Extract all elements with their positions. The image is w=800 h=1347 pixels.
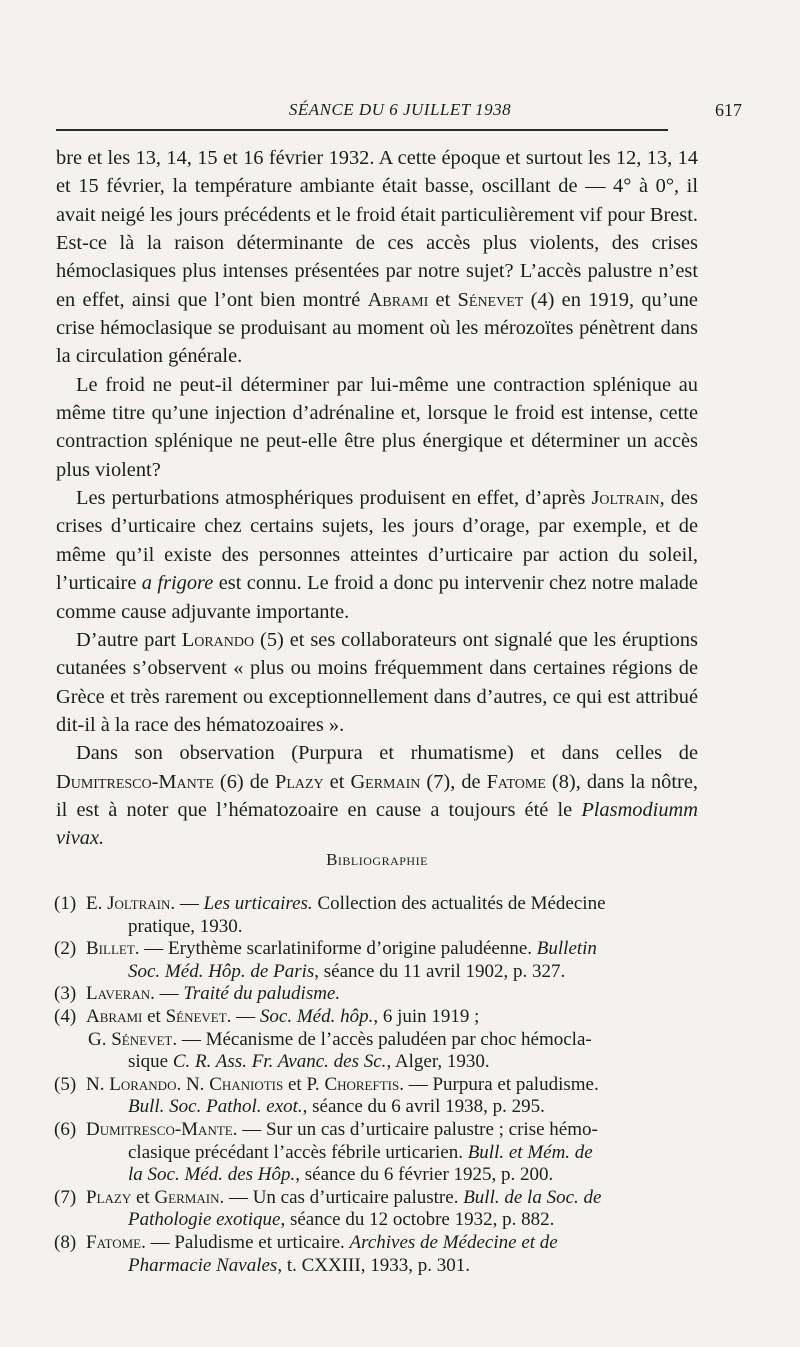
bibliography-title: Bibliographie: [326, 850, 428, 869]
text-run: E.: [86, 893, 108, 914]
reference-line: [86, 961, 700, 984]
text-run: Les perturbations atmosphériques produisent en effet, d’après: [76, 487, 592, 510]
text-run: , séance du 6 février 1925, p. 200.: [295, 1164, 554, 1186]
bibliography-entry: [54, 1074, 700, 1119]
italic-text: Pathologie exotique: [128, 1209, 281, 1231]
paragraph: [56, 739, 698, 852]
reference-number: (8): [54, 1231, 77, 1253]
text-run: , séance du 6 avril 1938, p. 295.: [302, 1096, 545, 1118]
italic-text: Plasmodiumm vivax.: [56, 798, 698, 850]
text-run: . —: [150, 983, 184, 1005]
text-run: , t. CXXIII, 1933, p. 301.: [277, 1254, 470, 1276]
text-run: . N.: [176, 1073, 210, 1095]
text-run: clasique précédant l’accès fébrile urticarien.: [128, 1141, 468, 1163]
bibliography-entry: [54, 983, 700, 1006]
text-run: et: [323, 770, 351, 793]
text-run: bre et les 13, 14, 15 et 16 février 1932. A cette époque et surtout les 12, 13, 14 et 15 février, la température ambiante était basse, oscillant de — 4° à 0°, il avait neigé les jours précédents et le froid était particulièrement vif pour Brest. Est-ce là la raison déterminante de ces accès plus violents, des crises hémoclasiques plus intenses présentées par notre sujet? L’accès palustre n’est en effet, ainsi que l’ont bien montré: [56, 147, 698, 311]
author-name: Sénevet: [457, 288, 524, 311]
text-run: N.: [86, 1073, 110, 1095]
reference-line: [86, 1096, 700, 1119]
reference-line: [86, 1029, 700, 1052]
text-run: G.: [88, 1028, 112, 1050]
text-run: . — Sur un cas d’urticaire palustre ; crise hémo-: [232, 1118, 598, 1140]
author-name: Germain: [154, 1186, 220, 1208]
reference-line: [86, 893, 700, 916]
author-name: Sénevet: [165, 1005, 227, 1027]
text-run: (8), dans la nôtre, il est à noter que l’hématozoaire en cause a toujours été le: [56, 770, 698, 821]
text-run: Dans son observation (Purpura et rhumatisme) et dans celles de: [76, 742, 698, 765]
text-run: . — Mécanisme de l’accès paludéen par choc hémocla-: [172, 1028, 592, 1050]
bibliography-entry: [54, 938, 700, 983]
reference-line: [86, 1232, 700, 1255]
text-run: et: [428, 288, 458, 311]
text-run: sique: [128, 1051, 173, 1073]
italic-text: Soc. Méd. Hôp. de Paris: [128, 960, 315, 982]
reference-number: (7): [54, 1186, 77, 1208]
author-name: Lorando: [109, 1073, 177, 1095]
author-name: Fatome: [486, 770, 546, 793]
text-run: D’autre part: [76, 628, 182, 651]
reference-line: [86, 1187, 700, 1210]
reference-line: [86, 1051, 700, 1074]
reference-line: [86, 983, 700, 1006]
author-name: Dumitresco-Mante: [86, 1118, 233, 1140]
header-rule: [56, 129, 668, 131]
text-run: . — Un cas d’urticaire palustre.: [219, 1186, 464, 1208]
text-run: , séance du 11 avril 1902, p. 327.: [314, 960, 566, 982]
author-name: Chaniotis: [209, 1073, 284, 1095]
text-run: pratique, 1930.: [128, 915, 243, 937]
text-run: et: [142, 1005, 166, 1027]
author-name: Choreftis: [324, 1073, 400, 1095]
text-run: est connu. Le froid a donc pu intervenir chez notre malade comme cause adjuvante importante.: [56, 572, 698, 623]
reference-line: [86, 1164, 700, 1187]
italic-text: C. R. Ass. Fr. Avanc. des Sc.: [172, 1051, 387, 1073]
reference-number: (6): [54, 1118, 77, 1140]
text-run: . — Purpura et paludisme.: [399, 1073, 599, 1095]
text-run: et: [131, 1186, 155, 1208]
italic-text: la Soc. Méd. des Hôp.: [128, 1164, 296, 1186]
reference-line: [86, 1074, 700, 1097]
text-run: et P.: [283, 1073, 325, 1095]
text-run: . —: [226, 1005, 260, 1027]
italic-text: Bull. de la Soc. de: [463, 1186, 602, 1208]
reference-line: [86, 1119, 700, 1142]
italic-text: Les urticaires.: [203, 893, 313, 914]
text-run: . — Paludisme et urticaire.: [141, 1231, 350, 1253]
reference-line: [86, 938, 700, 961]
author-name: Abrami: [86, 1005, 143, 1027]
text-run: , Alger, 1930.: [386, 1051, 490, 1073]
author-name: Joltrain: [107, 893, 171, 914]
italic-text: Bull. et Mém. de: [467, 1141, 593, 1163]
author-name: Joltrain: [591, 487, 660, 510]
text-run: . — Erythème scarlatiniforme d’origine paludéenne.: [134, 938, 537, 960]
text-run: Collection des actualités de Médecine: [312, 893, 606, 914]
italic-text: Archives de Médecine et de: [349, 1231, 558, 1253]
text-run: , séance du 12 octobre 1932, p. 882.: [280, 1209, 555, 1231]
italic-text: Traité du paludisme.: [183, 983, 341, 1005]
reference-number: (5): [54, 1073, 77, 1095]
reference-line: [86, 1142, 700, 1165]
author-name: Fatome: [86, 1231, 142, 1253]
text-run: (4) en 1919, qu’une crise hémoclasique se produisant au moment où les mérozoïtes pénètrent dans la circulation générale.: [56, 288, 698, 368]
bibliography-list: [54, 893, 700, 1277]
bibliography-entry: [54, 893, 700, 938]
running-header: [56, 98, 744, 122]
paragraph: [56, 484, 698, 626]
reference-line: [86, 1006, 700, 1029]
paragraph: [56, 144, 698, 371]
author-name: Abrami: [367, 288, 429, 311]
author-name: Lorando: [181, 628, 255, 651]
author-name: Laveran: [86, 983, 151, 1005]
author-name: Billet: [86, 938, 135, 960]
bibliography-entry: [54, 1187, 700, 1232]
page-number: 617: [715, 100, 742, 120]
reference-number: (3): [54, 983, 77, 1005]
author-name: Germain: [350, 770, 421, 793]
text-run: Le froid ne peut-il déterminer par lui-même une contraction splénique au même titre qu’une injection d’adrénaline et, lorsque le froid est intense, cette contraction splénique ne peut-elle être plus énergique et déterminer un accès plus violent?: [56, 373, 698, 481]
text-run: , des crises d’urticaire chez certains sujets, les jours d’orage, par exemple, et de même qu’il existe des personnes atteintes d’urticaire par action du soleil, l’urticaire: [56, 487, 698, 595]
bibliography-entry: [54, 1232, 700, 1277]
reference-line: [86, 916, 700, 939]
reference-number: (4): [54, 1005, 77, 1027]
reference-line: [86, 1209, 700, 1232]
reference-number: (1): [54, 893, 77, 914]
text-run: (6) de: [213, 770, 275, 793]
paragraph: [56, 626, 698, 739]
author-name: Plazy: [274, 770, 324, 793]
body-text: [56, 144, 698, 853]
reference-number: (2): [54, 938, 77, 960]
bibliography-entry: [54, 1119, 700, 1187]
italic-text: a frigore: [141, 572, 214, 595]
bibliography-entry: [54, 1006, 700, 1074]
text-run: , 6 juin 1919 ;: [373, 1005, 480, 1027]
author-name: Plazy: [86, 1186, 132, 1208]
running-title: SÉANCE DU 6 JUILLET 1938: [288, 100, 512, 119]
author-name: Dumitresco-Mante: [56, 770, 214, 793]
author-name: Sénevet: [111, 1028, 173, 1050]
italic-text: Bulletin: [536, 938, 597, 960]
text-run: (7), de: [420, 770, 487, 793]
reference-line: [86, 1255, 700, 1278]
italic-text: Soc. Méd. hôp.: [259, 1005, 374, 1027]
text-run: . —: [170, 893, 204, 914]
paragraph: [56, 371, 698, 484]
italic-text: Bull. Soc. Pathol. exot.: [128, 1096, 303, 1118]
italic-text: Pharmacie Navales: [128, 1254, 278, 1276]
text-run: (5) et ses collaborateurs ont signalé que les éruptions cutanées s’observent « plus ou moins fréquemment dans certaines régions de Grèce et très rarement ou exceptionnellement dans d’autres, ce qui est attribué dit-il à la race des hématozoaires ».: [56, 628, 698, 736]
